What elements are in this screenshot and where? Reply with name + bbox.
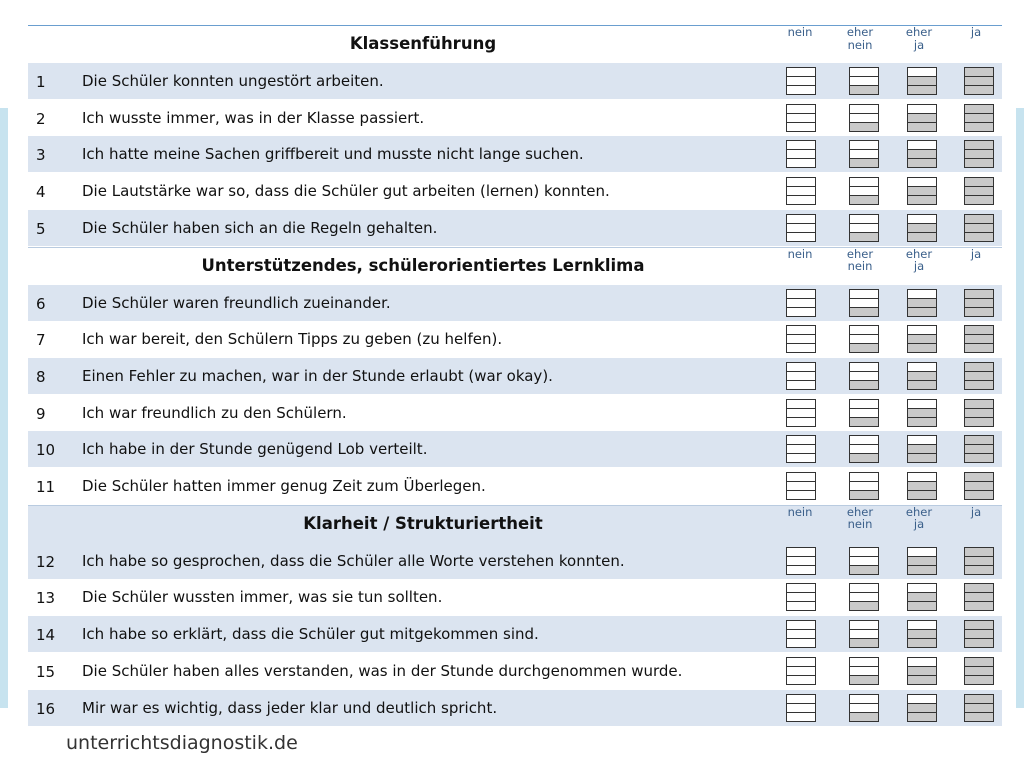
question-text: Die Schüler konnten ungestört arbeiten. [82, 72, 384, 90]
question-number: 7 [36, 331, 46, 349]
rating-checkbox-ja[interactable] [964, 289, 994, 317]
column-header-line: nein [787, 504, 813, 519]
question-text: Die Schüler haben sich an die Regeln gehalten. [82, 219, 438, 237]
question-number: 16 [36, 700, 56, 718]
question-number: 14 [36, 626, 56, 644]
question-row [28, 468, 1002, 504]
rating-checkbox-nein[interactable] [786, 362, 816, 390]
question-row [28, 63, 1002, 99]
question-row [28, 285, 1002, 321]
rating-checkbox-eher-nein[interactable] [849, 472, 879, 500]
rating-checkbox-eher-ja[interactable] [907, 657, 937, 685]
rating-checkbox-ja[interactable] [964, 435, 994, 463]
rating-checkbox-eher-ja[interactable] [907, 583, 937, 611]
rating-checkbox-eher-nein[interactable] [849, 140, 879, 168]
question-text: Ich habe so erklärt, dass die Schüler gut mitgekommen sind. [82, 625, 539, 643]
column-header-line: nein [847, 37, 873, 52]
question-row [28, 395, 1002, 431]
rating-checkbox-nein[interactable] [786, 399, 816, 427]
column-header-line: ja [970, 246, 982, 261]
question-row [28, 543, 1002, 579]
question-text: Ich habe so gesprochen, dass die Schüler alle Worte verstehen konnten. [82, 552, 625, 570]
question-text: Die Schüler hatten immer genug Zeit zum Überlegen. [82, 477, 486, 495]
rating-checkbox-eher-ja[interactable] [907, 214, 937, 242]
question-number: 8 [36, 368, 46, 386]
column-header [899, 26, 939, 51]
rating-checkbox-nein[interactable] [786, 289, 816, 317]
column-header-line: nein [787, 246, 813, 261]
rating-checkbox-nein[interactable] [786, 694, 816, 722]
rating-checkbox-eher-nein[interactable] [849, 583, 879, 611]
rating-checkbox-nein[interactable] [786, 67, 816, 95]
question-text: Ich hatte meine Sachen griffbereit und musste nicht lange suchen. [82, 145, 584, 163]
right-accent-band [1016, 108, 1024, 708]
question-number: 3 [36, 146, 46, 164]
question-number: 9 [36, 405, 46, 423]
rating-checkbox-eher-ja[interactable] [907, 547, 937, 575]
rating-checkbox-nein[interactable] [786, 620, 816, 648]
column-header [780, 506, 820, 519]
rating-checkbox-eher-ja[interactable] [907, 67, 937, 95]
rating-checkbox-eher-nein[interactable] [849, 104, 879, 132]
rating-checkbox-eher-ja[interactable] [907, 289, 937, 317]
left-accent-band [0, 108, 8, 708]
question-text: Ich war freundlich zu den Schülern. [82, 404, 347, 422]
column-header [899, 506, 939, 531]
rating-checkbox-nein[interactable] [786, 472, 816, 500]
question-number: 6 [36, 295, 46, 313]
rating-checkbox-eher-nein[interactable] [849, 547, 879, 575]
rating-checkbox-eher-nein[interactable] [849, 694, 879, 722]
question-text: Einen Fehler zu machen, war in der Stunde erlaubt (war okay). [82, 367, 553, 385]
question-number: 12 [36, 553, 56, 571]
question-number: 10 [36, 441, 56, 459]
rating-checkbox-ja[interactable] [964, 67, 994, 95]
rating-checkbox-eher-ja[interactable] [907, 362, 937, 390]
rating-checkbox-nein[interactable] [786, 547, 816, 575]
rating-checkbox-eher-nein[interactable] [849, 67, 879, 95]
rating-checkbox-ja[interactable] [964, 140, 994, 168]
question-text: Ich habe in der Stunde genügend Lob verteilt. [82, 440, 428, 458]
column-header [840, 506, 880, 531]
question-number: 15 [36, 663, 56, 681]
rating-checkbox-eher-nein[interactable] [849, 362, 879, 390]
rating-checkbox-nein[interactable] [786, 214, 816, 242]
question-row [28, 616, 1002, 652]
rating-checkbox-eher-nein[interactable] [849, 214, 879, 242]
question-number: 2 [36, 110, 46, 128]
rating-checkbox-eher-ja[interactable] [907, 104, 937, 132]
question-row [28, 358, 1002, 394]
column-header-line: eher [846, 25, 874, 39]
column-header-line: eher [905, 246, 933, 261]
rating-checkbox-eher-ja[interactable] [907, 177, 937, 205]
rating-checkbox-nein[interactable] [786, 583, 816, 611]
rating-checkbox-eher-nein[interactable] [849, 289, 879, 317]
column-header-line: nein [847, 517, 873, 532]
question-row [28, 653, 1002, 689]
column-header-line: eher [905, 25, 933, 39]
question-number: 11 [36, 478, 56, 496]
rating-checkbox-eher-ja[interactable] [907, 399, 937, 427]
rating-checkbox-eher-nein[interactable] [849, 620, 879, 648]
rating-checkbox-eher-nein[interactable] [849, 657, 879, 685]
rating-checkbox-ja[interactable] [964, 694, 994, 722]
question-row [28, 100, 1002, 136]
column-header-line: nein [787, 25, 813, 39]
question-text: Die Schüler waren freundlich zueinander. [82, 294, 391, 312]
question-row [28, 210, 1002, 246]
rating-checkbox-nein[interactable] [786, 140, 816, 168]
rating-checkbox-eher-ja[interactable] [907, 620, 937, 648]
column-header [780, 26, 820, 39]
question-number: 5 [36, 220, 46, 238]
rating-checkbox-ja[interactable] [964, 657, 994, 685]
rating-checkbox-ja[interactable] [964, 214, 994, 242]
column-header-line: ja [913, 259, 925, 273]
column-header-line: nein [847, 259, 873, 273]
column-header [956, 506, 996, 519]
section-title: Klarheit / Strukturiertheit [303, 513, 543, 533]
question-row [28, 579, 1002, 615]
section-title: Unterstützendes, schülerorientiertes Lernklima [201, 255, 645, 275]
rating-checkbox-eher-nein[interactable] [849, 435, 879, 463]
column-header-line: ja [970, 25, 982, 39]
footer-url: unterrichtsdiagnostik.de [66, 732, 298, 754]
column-header [780, 248, 820, 261]
rating-checkbox-ja[interactable] [964, 104, 994, 132]
question-row [28, 431, 1002, 467]
question-text: Ich wusste immer, was in der Klasse passiert. [82, 109, 425, 127]
question-text: Die Lautstärke war so, dass die Schüler gut arbeiten (lernen) konnten. [82, 182, 610, 200]
rating-checkbox-ja[interactable] [964, 620, 994, 648]
rating-checkbox-ja[interactable] [964, 399, 994, 427]
question-text: Die Schüler haben alles verstanden, was in der Stunde durchgenommen wurde. [82, 662, 683, 680]
rating-checkbox-nein[interactable] [786, 177, 816, 205]
column-header-line: eher [846, 246, 874, 261]
column-header-line: eher [846, 504, 874, 519]
questionnaire-sheet [28, 25, 1002, 718]
column-header [899, 248, 939, 273]
rating-checkbox-eher-nein[interactable] [849, 399, 879, 427]
column-header [956, 26, 996, 39]
rating-checkbox-ja[interactable] [964, 325, 994, 353]
rating-checkbox-eher-ja[interactable] [907, 435, 937, 463]
rating-checkbox-ja[interactable] [964, 362, 994, 390]
question-row [28, 173, 1002, 209]
rating-checkbox-eher-ja[interactable] [907, 140, 937, 168]
rating-checkbox-nein[interactable] [786, 104, 816, 132]
question-row [28, 136, 1002, 172]
rating-checkbox-ja[interactable] [964, 583, 994, 611]
section-title: Klassenführung [349, 34, 497, 53]
rating-checkbox-ja[interactable] [964, 547, 994, 575]
column-header-line: ja [970, 504, 982, 519]
question-number: 1 [36, 73, 46, 91]
question-number: 13 [36, 589, 56, 607]
rating-checkbox-ja[interactable] [964, 472, 994, 500]
column-header-line: eher [905, 504, 933, 519]
rating-checkbox-nein[interactable] [786, 657, 816, 685]
rating-checkbox-eher-nein[interactable] [849, 177, 879, 205]
column-header [956, 248, 996, 261]
question-row [28, 321, 1002, 357]
question-number: 4 [36, 183, 46, 201]
rating-checkbox-eher-nein[interactable] [849, 325, 879, 353]
rating-checkbox-nein[interactable] [786, 435, 816, 463]
rating-checkbox-eher-ja[interactable] [907, 694, 937, 722]
rating-checkbox-ja[interactable] [964, 177, 994, 205]
rating-checkbox-eher-ja[interactable] [907, 472, 937, 500]
question-text: Die Schüler wussten immer, was sie tun sollten. [82, 588, 443, 606]
column-header [840, 26, 880, 51]
question-text: Ich war bereit, den Schülern Tipps zu geben (zu helfen). [82, 330, 503, 348]
question-text: Mir war es wichtig, dass jeder klar und deutlich spricht. [82, 699, 498, 717]
rating-checkbox-eher-ja[interactable] [907, 325, 937, 353]
question-row [28, 690, 1002, 726]
column-header-line: ja [913, 37, 925, 52]
column-header-line: ja [913, 517, 925, 532]
column-header [840, 248, 880, 273]
rating-checkbox-nein[interactable] [786, 325, 816, 353]
